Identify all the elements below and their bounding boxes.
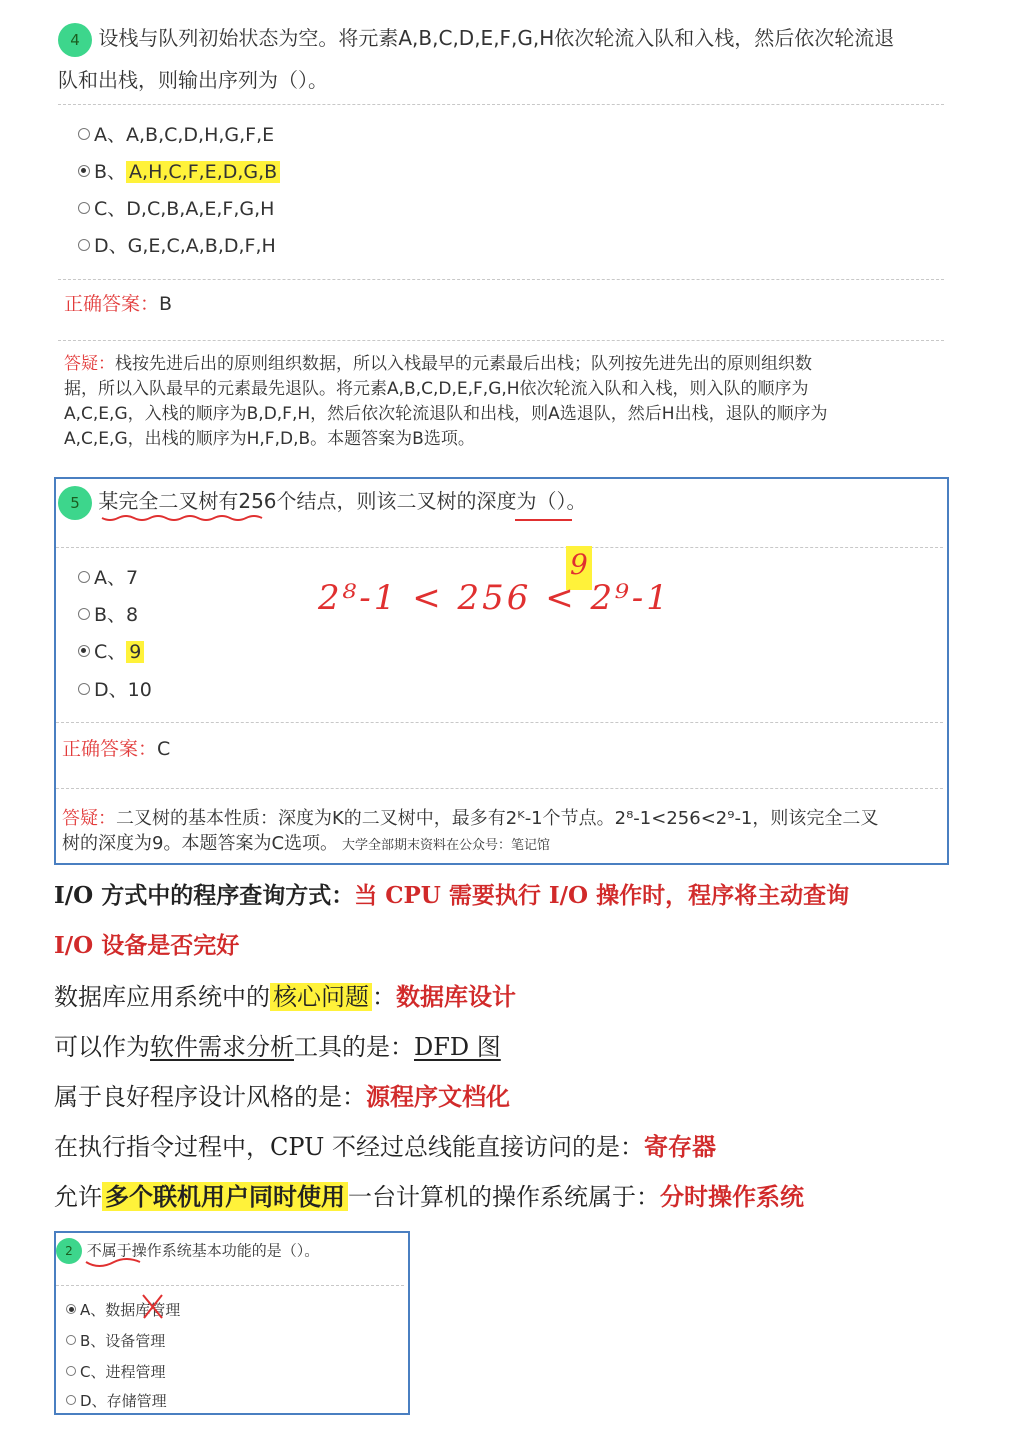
radio-selected-icon[interactable] [78, 645, 90, 657]
q5-explanation: 答疑：二叉树的基本性质：深度为K的二叉树中，最多有2ᴷ-1个节点。2⁸-1<256<2⁹-1，则该完全二叉 树的深度为9。本题答案为C选项。 大学全部期末资料在公众号：笔记馆 [62, 808, 879, 854]
q4-option-a[interactable]: A、A,B,C,D,H,G,F,E [78, 120, 274, 147]
handwritten-underline [100, 508, 580, 528]
highlight: A,H,C,F,E,D,G,B [126, 161, 280, 183]
q4-option-c[interactable]: C、D,C,B,A,E,F,G,H [78, 194, 274, 221]
radio-selected-icon[interactable] [66, 1304, 76, 1314]
handwritten-underline [84, 1254, 144, 1272]
divider [56, 1285, 404, 1286]
q2-option-a[interactable]: A、数据库管理 [66, 1299, 180, 1320]
note-io-query-cont: I/O 设备是否完好 [54, 932, 240, 959]
radio-icon[interactable] [78, 683, 90, 695]
q5-option-b[interactable]: B、8 [78, 600, 138, 627]
divider [56, 788, 943, 789]
highlight: 核心问题 [270, 983, 372, 1011]
q4-text-line2: 队和出栈，则输出序列为（）。 [58, 68, 328, 92]
q4-correct-answer: 正确答案：B [64, 293, 173, 315]
q4-explanation: 答疑：栈按先进后出的原则组织数据，所以入栈最早的元素最后出栈；队列按先进先出的原则组织数 据，所以入队最早的元素最先退队。将元素A,B,C,D,E,F,G,H依次轮流入队和入栈，则入队的顺序为 A,C,E,G，入栈的顺序为B,D,F,H，然后依次轮流退队和出栈，则A选退队，然后H出栈，退队的顺序为 A,C,E,G，出栈的顺序为H,F,D,B。本题答案为B选项。 [64, 354, 828, 449]
q4-option-b[interactable]: B、 A,H,C,F,E,D,G,B [78, 157, 280, 184]
radio-icon[interactable] [66, 1395, 76, 1405]
divider [56, 547, 943, 548]
q5-number-badge: 5 [58, 486, 92, 520]
radio-icon[interactable] [78, 202, 90, 214]
q4-title-line1 [58, 22, 894, 57]
note-database-core: 数据库应用系统中的 核心问题 ：数据库设计 [54, 982, 516, 1011]
radio-icon[interactable] [66, 1335, 76, 1345]
highlight: 多个联机用户同时使用 [102, 1182, 348, 1211]
note-requirement-tool: 可以作为软件需求分析工具的是：DFD 图 [54, 1033, 501, 1061]
note-timesharing-os: 允许 多个联机用户同时使用 一台计算机的操作系统属于：分时操作系统 [54, 1182, 804, 1211]
divider [56, 722, 943, 723]
note-program-style: 属于良好程序设计风格的是：源程序文档化 [54, 1082, 510, 1111]
q5-option-d[interactable]: D、10 [78, 675, 152, 702]
q2-option-b[interactable]: B、设备管理 [66, 1330, 165, 1351]
highlight: 9 [126, 641, 144, 663]
q2-text: 不属于操作系统基本功能的是（）。 [86, 1241, 320, 1260]
radio-icon[interactable] [66, 1366, 76, 1376]
handwritten-cross-icon [140, 1292, 166, 1322]
radio-icon[interactable] [78, 239, 90, 251]
radio-icon[interactable] [78, 608, 90, 620]
q2-option-d[interactable]: D、存储管理 [66, 1390, 167, 1411]
radio-selected-icon[interactable] [78, 165, 90, 177]
q5-correct-answer: 正确答案：C [62, 738, 171, 760]
divider [58, 279, 944, 280]
radio-icon[interactable] [78, 571, 90, 583]
q2-option-c[interactable]: C、进程管理 [66, 1361, 166, 1382]
divider [58, 104, 944, 105]
divider [58, 340, 944, 341]
q2-number-badge: 2 [56, 1238, 82, 1264]
watermark-text: 大学全部期末资料在公众号：笔记馆 [342, 838, 551, 853]
note-cpu-register: 在执行指令过程中，CPU 不经过总线能直接访问的是：寄存器 [54, 1132, 716, 1161]
q5-text: 某完全二叉树有256个结点，则该二叉树的深度为（）。 [98, 489, 587, 513]
radio-icon[interactable] [78, 128, 90, 140]
note-io-query: I/O 方式中的程序查询方式：当 CPU 需要执行 I/O 操作时，程序将主动查询 [54, 882, 850, 909]
q5-option-a[interactable]: A、7 [78, 563, 138, 590]
handwritten-formula: 2⁸-1 < 256 < 2⁹-1 [318, 578, 671, 618]
q4-text-line1: 设栈与队列初始状态为空。将元素A,B,C,D,E,F,G,H依次轮流入队和入栈，然后依次轮流退 [98, 26, 895, 50]
q4-number-badge: 4 [58, 23, 92, 57]
q4-option-d[interactable]: D、G,E,C,A,B,D,F,H [78, 231, 276, 258]
handwritten-hint: 9 [570, 548, 588, 581]
q5-option-c[interactable]: C、 9 [78, 637, 144, 664]
